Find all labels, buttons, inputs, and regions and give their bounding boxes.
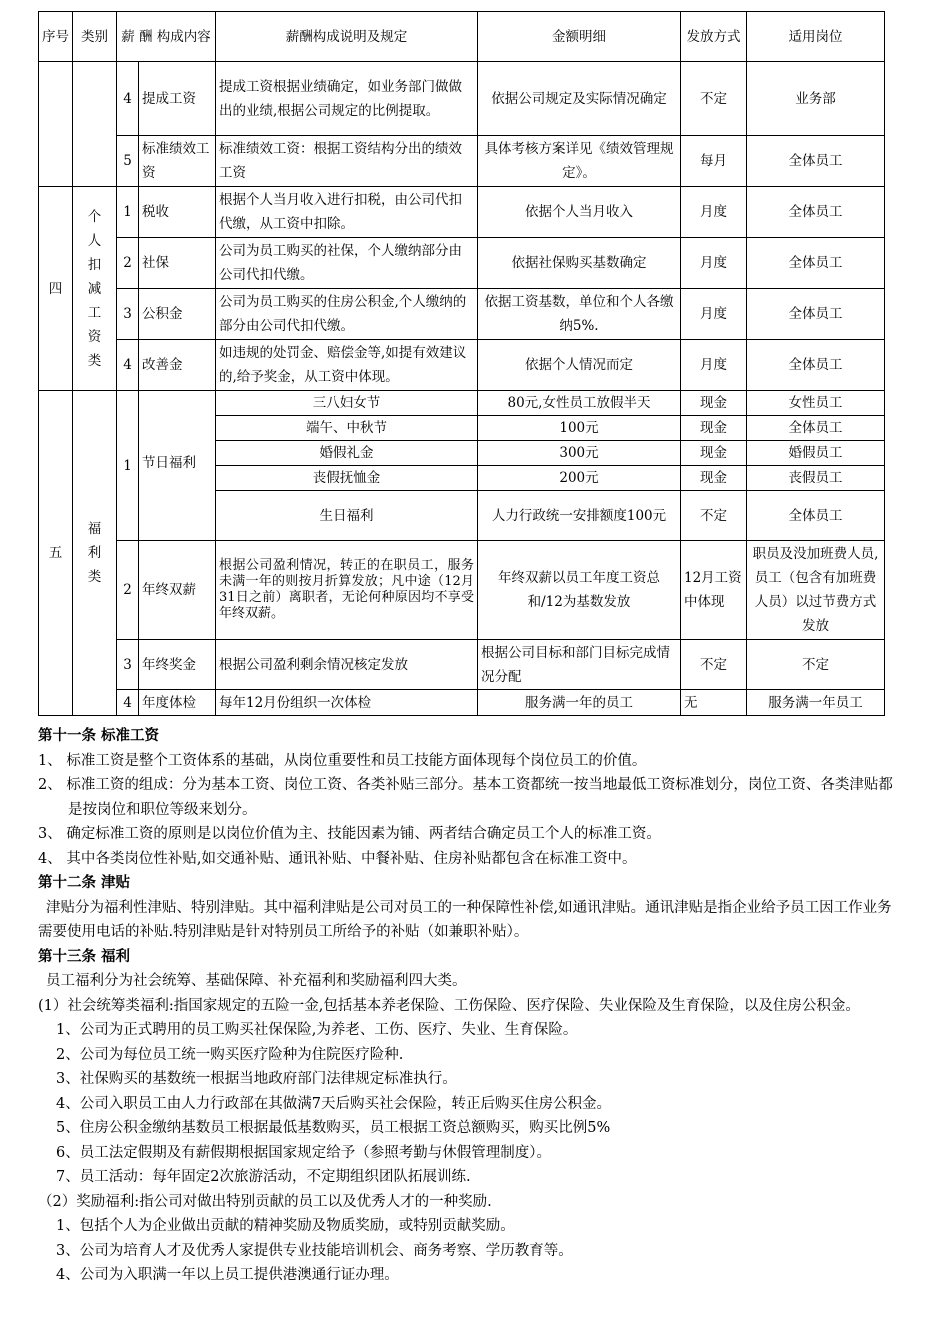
article-11-item: 2、 标准工资的组成：分为基本工资、岗位工资、各类补贴三部分。基本工资都统一按当地最低工资标准划分，岗位工资、各类津贴都是按岗位和职位等级来划分。	[38, 777, 893, 818]
item-pay-method: 12月工资中体现	[681, 541, 747, 640]
article-13-part-1: (1）社会统筹类福利:指国家规定的五险一金,包括基本养老保险、工伤保险、医疗保险、失业保险及生育保险，以及住房公积金。	[38, 997, 860, 1014]
item-pay-method: 月度	[681, 289, 747, 340]
header-description: 薪酬构成说明及规定	[216, 12, 478, 62]
item-post: 女性员工	[747, 391, 885, 416]
item-description: 每年12月份组织一次体检	[216, 690, 478, 716]
item-amount: 依据社保购买基数确定	[478, 238, 681, 289]
row-number: 1	[117, 187, 139, 238]
item-pay-method: 不定	[681, 491, 747, 541]
category-cell-empty	[73, 62, 117, 187]
table-row	[39, 289, 885, 340]
item-post: 全体员工	[747, 340, 885, 391]
item-pay-method: 月度	[681, 238, 747, 289]
header-applicable-post: 适用岗位	[747, 12, 885, 62]
item-pay-method: 现金	[681, 416, 747, 441]
item-post: 职员及没加班费人员,员工（包含有加班费人员）以过节费方式发放	[747, 541, 885, 640]
item-post: 业务部	[747, 62, 885, 136]
article-11-item: 4、 其中各类岗位性补贴,如交通补贴、通讯补贴、中餐补贴、住房补贴都包含在标准工资中。	[38, 850, 637, 867]
list-item: 5、住房公积金缴纳基数员工根据最低基数购买，员工根据工资总额购买，购买比例5%	[56, 1120, 611, 1136]
section-number: 五	[39, 391, 73, 716]
holiday-item: 端午、中秋节	[216, 416, 478, 441]
item-post: 不定	[747, 640, 885, 690]
item-amount: 依据个人当月收入	[478, 187, 681, 238]
article-12-text: 津贴分为福利性津贴、特别津贴。其中福利津贴是公司对员工的一种保障性补偿,如通讯津贴。通讯津贴是指企业给予员工因工作业务需要使用电话的补贴.特别津贴是针对特别员工所给予的补贴（如兼职补贴）。	[38, 899, 892, 940]
list-item: 1、公司为正式聘用的员工购买社保保险,为养老、工伤、医疗、失业、生育保险。	[56, 1022, 578, 1038]
item-name: 标准绩效工资	[139, 136, 216, 187]
item-description: 标准绩效工资：根据工资结构分出的绩效工资	[216, 136, 478, 187]
item-description: 如违规的处罚金、赔偿金等,如提有效建议的,给予奖金，从工资中体现。	[216, 340, 478, 391]
item-amount: 年终双薪以员工年度工资总和/12为基数发放	[478, 541, 681, 640]
item-pay-method: 不定	[681, 62, 747, 136]
table-row	[39, 391, 885, 416]
item-pay-method: 月度	[681, 340, 747, 391]
item-pay-method: 每月	[681, 136, 747, 187]
item-description: 公司为员工购买的住房公积金,个人缴纳的部分由公司代扣代缴。	[216, 289, 478, 340]
holiday-item: 丧假抚恤金	[216, 466, 478, 491]
item-name: 年终奖金	[139, 640, 216, 690]
item-amount: 300元	[478, 441, 681, 466]
table-row	[39, 340, 885, 391]
holiday-item: 三八妇女节	[216, 391, 478, 416]
item-amount: 服务满一年的员工	[478, 690, 681, 716]
row-number: 5	[117, 136, 139, 187]
table-row	[39, 541, 885, 640]
list-item: 3、公司为培育人才及优秀人家提供专业技能培训机会、商务考察、学历教育等。	[56, 1242, 573, 1259]
header-category: 类别	[73, 12, 117, 62]
article-12-title: 第十二条 津贴	[38, 874, 131, 891]
article-13-intro: 员工福利分为社会统筹、基础保障、补充福利和奖励福利四大类。	[46, 973, 467, 989]
regulation-text	[38, 724, 898, 1288]
item-name: 公积金	[139, 289, 216, 340]
list-item: 1、包括个人为企业做出贡献的精神奖励及物质奖励，或特别贡献奖励。	[56, 1218, 515, 1234]
item-pay-method: 现金	[681, 441, 747, 466]
item-pay-method: 月度	[681, 187, 747, 238]
article-11-title: 第十一条 标准工资	[38, 727, 160, 744]
table-row	[39, 690, 885, 716]
article-13-part-2: （2）奖励福利:指公司对做出特别贡献的员工以及优秀人才的一种奖励.	[38, 1193, 492, 1210]
item-name: 税收	[139, 187, 216, 238]
header-seq: 序号	[39, 12, 73, 62]
table-row	[39, 62, 885, 136]
holiday-item: 生日福利	[216, 491, 478, 541]
table-row	[39, 640, 885, 690]
row-number: 4	[117, 690, 139, 716]
item-name: 年终双薪	[139, 541, 216, 640]
item-pay-method: 现金	[681, 391, 747, 416]
item-amount: 依据工资基数，单位和个人各缴纳5%.	[478, 289, 681, 340]
item-amount: 根据公司目标和部门目标完成情况分配	[478, 640, 681, 690]
header-content: 薪 酬 构成内容	[117, 12, 216, 62]
item-description: 公司为员工购买的社保，个人缴纳部分由公司代扣代缴。	[216, 238, 478, 289]
item-name: 提成工资	[139, 62, 216, 136]
list-item: 4、公司入职员工由人力行政部在其做满7天后购买社会保险，转正后购买住房公积金。	[56, 1095, 611, 1112]
article-11-item: 1、 标准工资是整个工资体系的基础，从岗位重要性和员工技能方面体现每个岗位员工的价值。	[38, 752, 647, 769]
row-number: 2	[117, 238, 139, 289]
item-amount: 80元,女性员工放假半天	[478, 391, 681, 416]
item-description: 根据公司盈利情况，转正的在职员工，服务未满一年的则按月折算发放；凡中途（12月31日之前）离职者，无论何种原因均不享受年终双薪。	[216, 541, 478, 640]
item-amount: 依据个人情况而定	[478, 340, 681, 391]
item-name: 社保	[139, 238, 216, 289]
list-item: 3、社保购买的基数统一根据当地政府部门法律规定标准执行。	[56, 1071, 457, 1087]
row-number: 2	[117, 541, 139, 640]
item-description: 提成工资根据业绩确定，如业务部门做做出的业绩,根据公司规定的比例提取。	[216, 62, 478, 136]
list-item: 7、员工活动：每年固定2次旅游活动，不定期组织团队拓展训练.	[56, 1169, 471, 1185]
header-amount: 金额明细	[478, 12, 681, 62]
table-row	[39, 136, 885, 187]
item-post: 婚假员工	[747, 441, 885, 466]
item-amount: 人力行政统一安排额度100元	[478, 491, 681, 541]
item-amount: 具体考核方案详见《绩效管理规定》。	[478, 136, 681, 187]
item-name: 年度体检	[139, 690, 216, 716]
table-row	[39, 238, 885, 289]
section-category: 个人扣减工资类	[73, 187, 117, 391]
article-11-item: 3、 确定标准工资的原则是以岗位价值为主、技能因素为铺、两者结合确定员工个人的标准工资。	[38, 826, 661, 842]
item-pay-method: 现金	[681, 466, 747, 491]
section-number: 四	[39, 187, 73, 391]
row-number: 3	[117, 289, 139, 340]
item-post: 全体员工	[747, 136, 885, 187]
row-number: 4	[117, 340, 139, 391]
table-row	[39, 187, 885, 238]
table-header-row	[39, 12, 885, 62]
holiday-item: 婚假礼金	[216, 441, 478, 466]
item-post: 全体员工	[747, 238, 885, 289]
row-number: 1	[117, 391, 139, 541]
item-post: 全体员工	[747, 289, 885, 340]
item-post: 服务满一年员工	[747, 690, 885, 716]
item-pay-method: 不定	[681, 640, 747, 690]
header-pay-method: 发放方式	[681, 12, 747, 62]
article-13-title: 第十三条 福利	[38, 947, 131, 965]
item-post: 全体员工	[747, 491, 885, 541]
seq-cell-empty	[39, 62, 73, 187]
item-post: 全体员工	[747, 187, 885, 238]
item-pay-method: 无	[681, 690, 747, 716]
item-name: 节日福利	[139, 391, 216, 541]
item-amount: 依据公司规定及实际情况确定	[478, 62, 681, 136]
list-item: 4、公司为入职满一年以上员工提供港澳通行证办理。	[56, 1267, 399, 1283]
list-item: 2、公司为每位员工统一购买医疗险种为住院医疗险种.	[56, 1046, 404, 1063]
item-post: 全体员工	[747, 416, 885, 441]
item-amount: 100元	[478, 416, 681, 441]
salary-structure-table	[38, 11, 885, 716]
section-category: 福利类	[73, 391, 117, 716]
item-amount: 200元	[478, 466, 681, 491]
item-name: 改善金	[139, 340, 216, 391]
list-item: 6、员工法定假期及有薪假期根据国家规定给予（参照考勤与休假管理制度）。	[56, 1144, 551, 1161]
item-description: 根据公司盈利剩余情况核定发放	[216, 640, 478, 690]
row-number: 4	[117, 62, 139, 136]
item-description: 根据个人当月收入进行扣税，由公司代扣代缴，从工资中扣除。	[216, 187, 478, 238]
row-number: 3	[117, 640, 139, 690]
item-post: 丧假员工	[747, 466, 885, 491]
